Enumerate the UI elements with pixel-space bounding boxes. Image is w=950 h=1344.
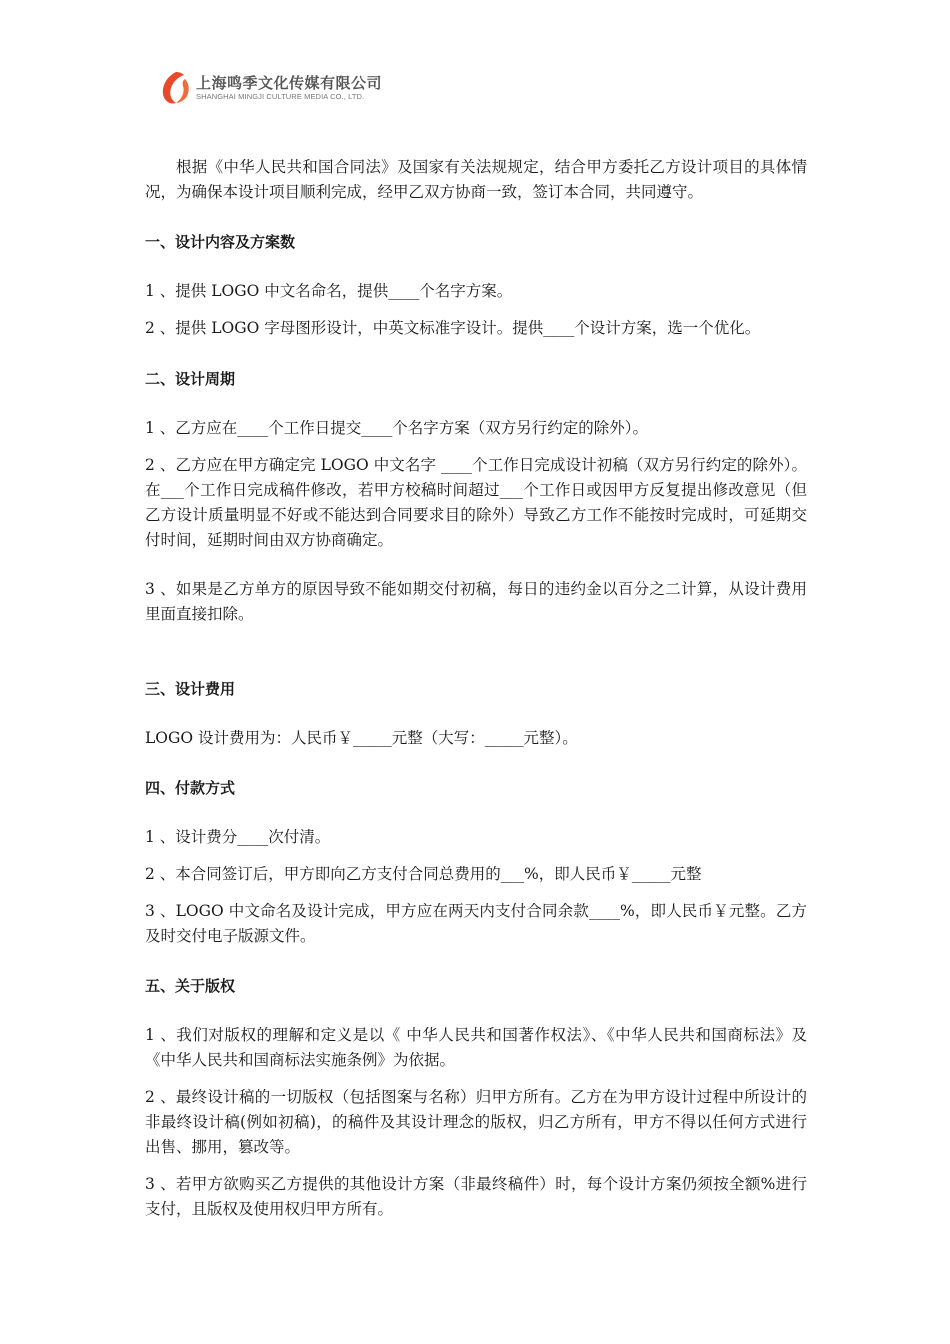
clause: 2 、乙方应在甲方确定完 LOGO 中文名字 ____个工作日完成设计初稿（双方另行约定的除外）。在___个工作日完成稿件修改，若甲方校稿时间超过___个工作日或因甲方反复提出修改意见（但乙方设计质量明显不好或不能达到合同要求目的除外）导致乙方工作不能按时完成时，可延期交付时间，延期时间由双方协商确定。 — [145, 456, 807, 549]
clause: 2 、最终设计稿的一切版权（包括图案与名称）归甲方所有。乙方在为甲方设计过程中所设计的非最终设计稿(例如初稿)，的稿件及其设计理念的版权，归乙方所有，甲方不得以任何方式进行出售、挪用，篡改等。 — [145, 1088, 807, 1156]
company-name-cn: 上海鸣季文化传媒有限公司 — [196, 74, 383, 92]
section-heading-design-period: 二、设计周期 — [145, 370, 236, 388]
section-heading-design-fee: 三、设计费用 — [145, 680, 236, 698]
logo-mark-icon — [158, 70, 192, 106]
contract-body — [145, 155, 807, 1222]
section-heading-copyright: 五、关于版权 — [145, 977, 236, 995]
clause: 2 、本合同签订后，甲方即向乙方支付合同总费用的___%，即人民币￥_____元整 — [145, 865, 702, 883]
clause: 1 、我们对版权的理解和定义是以《 中华人民共和国著作权法》、《中华人民共和国商标法》及《中华人民共和国商标法实施条例》为依据。 — [145, 1026, 807, 1069]
intro-paragraph: 根据《中华人民共和国合同法》及国家有关法规规定，结合甲方委托乙方设计项目的具体情况，为确保本设计项目顺利完成，经甲乙双方协商一致，签订本合同，共同遵守。 — [145, 158, 807, 201]
company-logo — [158, 70, 382, 106]
section-heading-design-content: 一、设计内容及方案数 — [145, 233, 296, 251]
clause: LOGO 设计费用为：人民币￥_____元整（大写：_____元整）。 — [145, 729, 578, 747]
clause: 1 、乙方应在____个工作日提交____个名字方案（双方另行约定的除外）。 — [145, 419, 649, 437]
clause: 1 、提供 LOGO 中文名命名，提供____个名字方案。 — [145, 282, 513, 300]
company-name-en: SHANGHAI MINGJI CULTURE MEDIA CO., LTD. — [196, 92, 365, 101]
section-heading-payment: 四、付款方式 — [145, 779, 236, 797]
clause: 3 、LOGO 中文命名及设计完成，甲方应在两天内支付合同余款____%，即人民币￥元整。乙方及时交付电子版源文件。 — [145, 902, 807, 945]
clause: 2 、提供 LOGO 字母图形设计，中英文标准字设计。提供____个设计方案，选一个优化。 — [145, 319, 761, 337]
clause: 3 、若甲方欲购买乙方提供的其他设计方案（非最终稿件）时，每个设计方案仍须按全额%进行支付，且版权及使用权归甲方所有。 — [145, 1175, 807, 1218]
clause: 1 、设计费分____次付清。 — [145, 828, 331, 846]
clause: 3 、如果是乙方单方的原因导致不能如期交付初稿，每日的违约金以百分之二计算，从设计费用里面直接扣除。 — [145, 580, 807, 623]
